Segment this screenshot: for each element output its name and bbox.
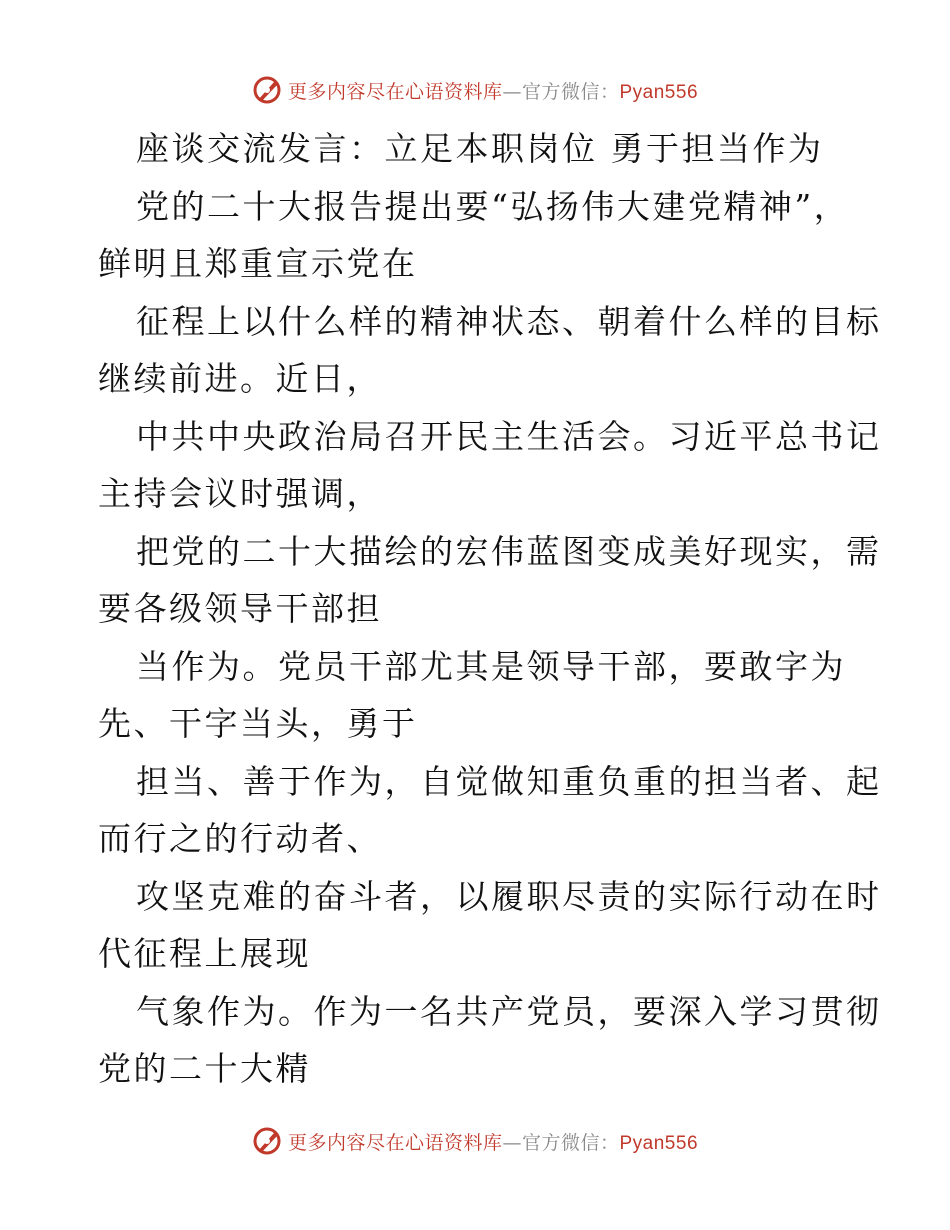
header-banner-slogan: 更多内容尽在心语资料库 — [287, 80, 503, 103]
paragraph-line: 代征程上展现 — [98, 934, 311, 973]
header-banner-separator: — — [502, 80, 522, 103]
paragraph-line: 党的二十大报告提出要“弘扬伟大建党精神”， — [136, 186, 850, 226]
footer-banner — [0, 1121, 950, 1161]
header-banner — [0, 70, 950, 110]
paragraph-line: 党的二十大精 — [98, 1049, 311, 1088]
footer-banner-text — [288, 1128, 698, 1155]
paragraph-line: 主持会议时强调， — [98, 474, 382, 513]
paragraph-line: 要各级领导干部担 — [98, 589, 382, 628]
paragraph-line: 征程上以什么样的精神状态、朝着什么样的目标 — [136, 301, 882, 341]
footer-banner-separator: — — [502, 1131, 522, 1154]
footer-banner-slogan: 更多内容尽在心语资料库 — [287, 1131, 503, 1154]
header-banner-text — [288, 77, 698, 104]
quill-logo-icon — [252, 1126, 282, 1156]
footer-banner-wechat-label: 官方微信： — [521, 1131, 620, 1154]
paragraph-line: 气象作为。作为一名共产党员，要深入学习贯彻 — [136, 991, 882, 1031]
paragraph-line: 中共中央政治局召开民主生活会。习近平总书记 — [136, 416, 882, 456]
paragraph-line: 鲜明且郑重宣示党在 — [98, 244, 418, 283]
header-banner-wechat-label: 官方微信： — [521, 80, 620, 103]
paragraph-line: 把党的二十大描绘的宏伟蓝图变成美好现实，需 — [136, 531, 882, 571]
paragraph-line: 攻坚克难的奋斗者，以履职尽责的实际行动在时 — [136, 876, 882, 916]
quill-logo-icon — [252, 75, 282, 105]
paragraph-line: 而行之的行动者、 — [98, 819, 382, 858]
paragraph-line: 当作为。党员干部尤其是领导干部，要敢字为 — [136, 646, 846, 686]
footer-banner-account: Pyan556 — [619, 1132, 699, 1154]
document-title-line: 座谈交流发言：立足本职岗位 勇于担当作为 — [136, 129, 824, 168]
paragraph-line: 先、干字当头，勇于 — [98, 704, 418, 743]
header-banner-account: Pyan556 — [619, 81, 699, 103]
paragraph-line: 担当、善于作为，自觉做知重负重的担当者、起 — [136, 761, 882, 801]
document-body — [98, 120, 882, 1098]
paragraph-line: 继续前进。近日， — [98, 359, 382, 398]
